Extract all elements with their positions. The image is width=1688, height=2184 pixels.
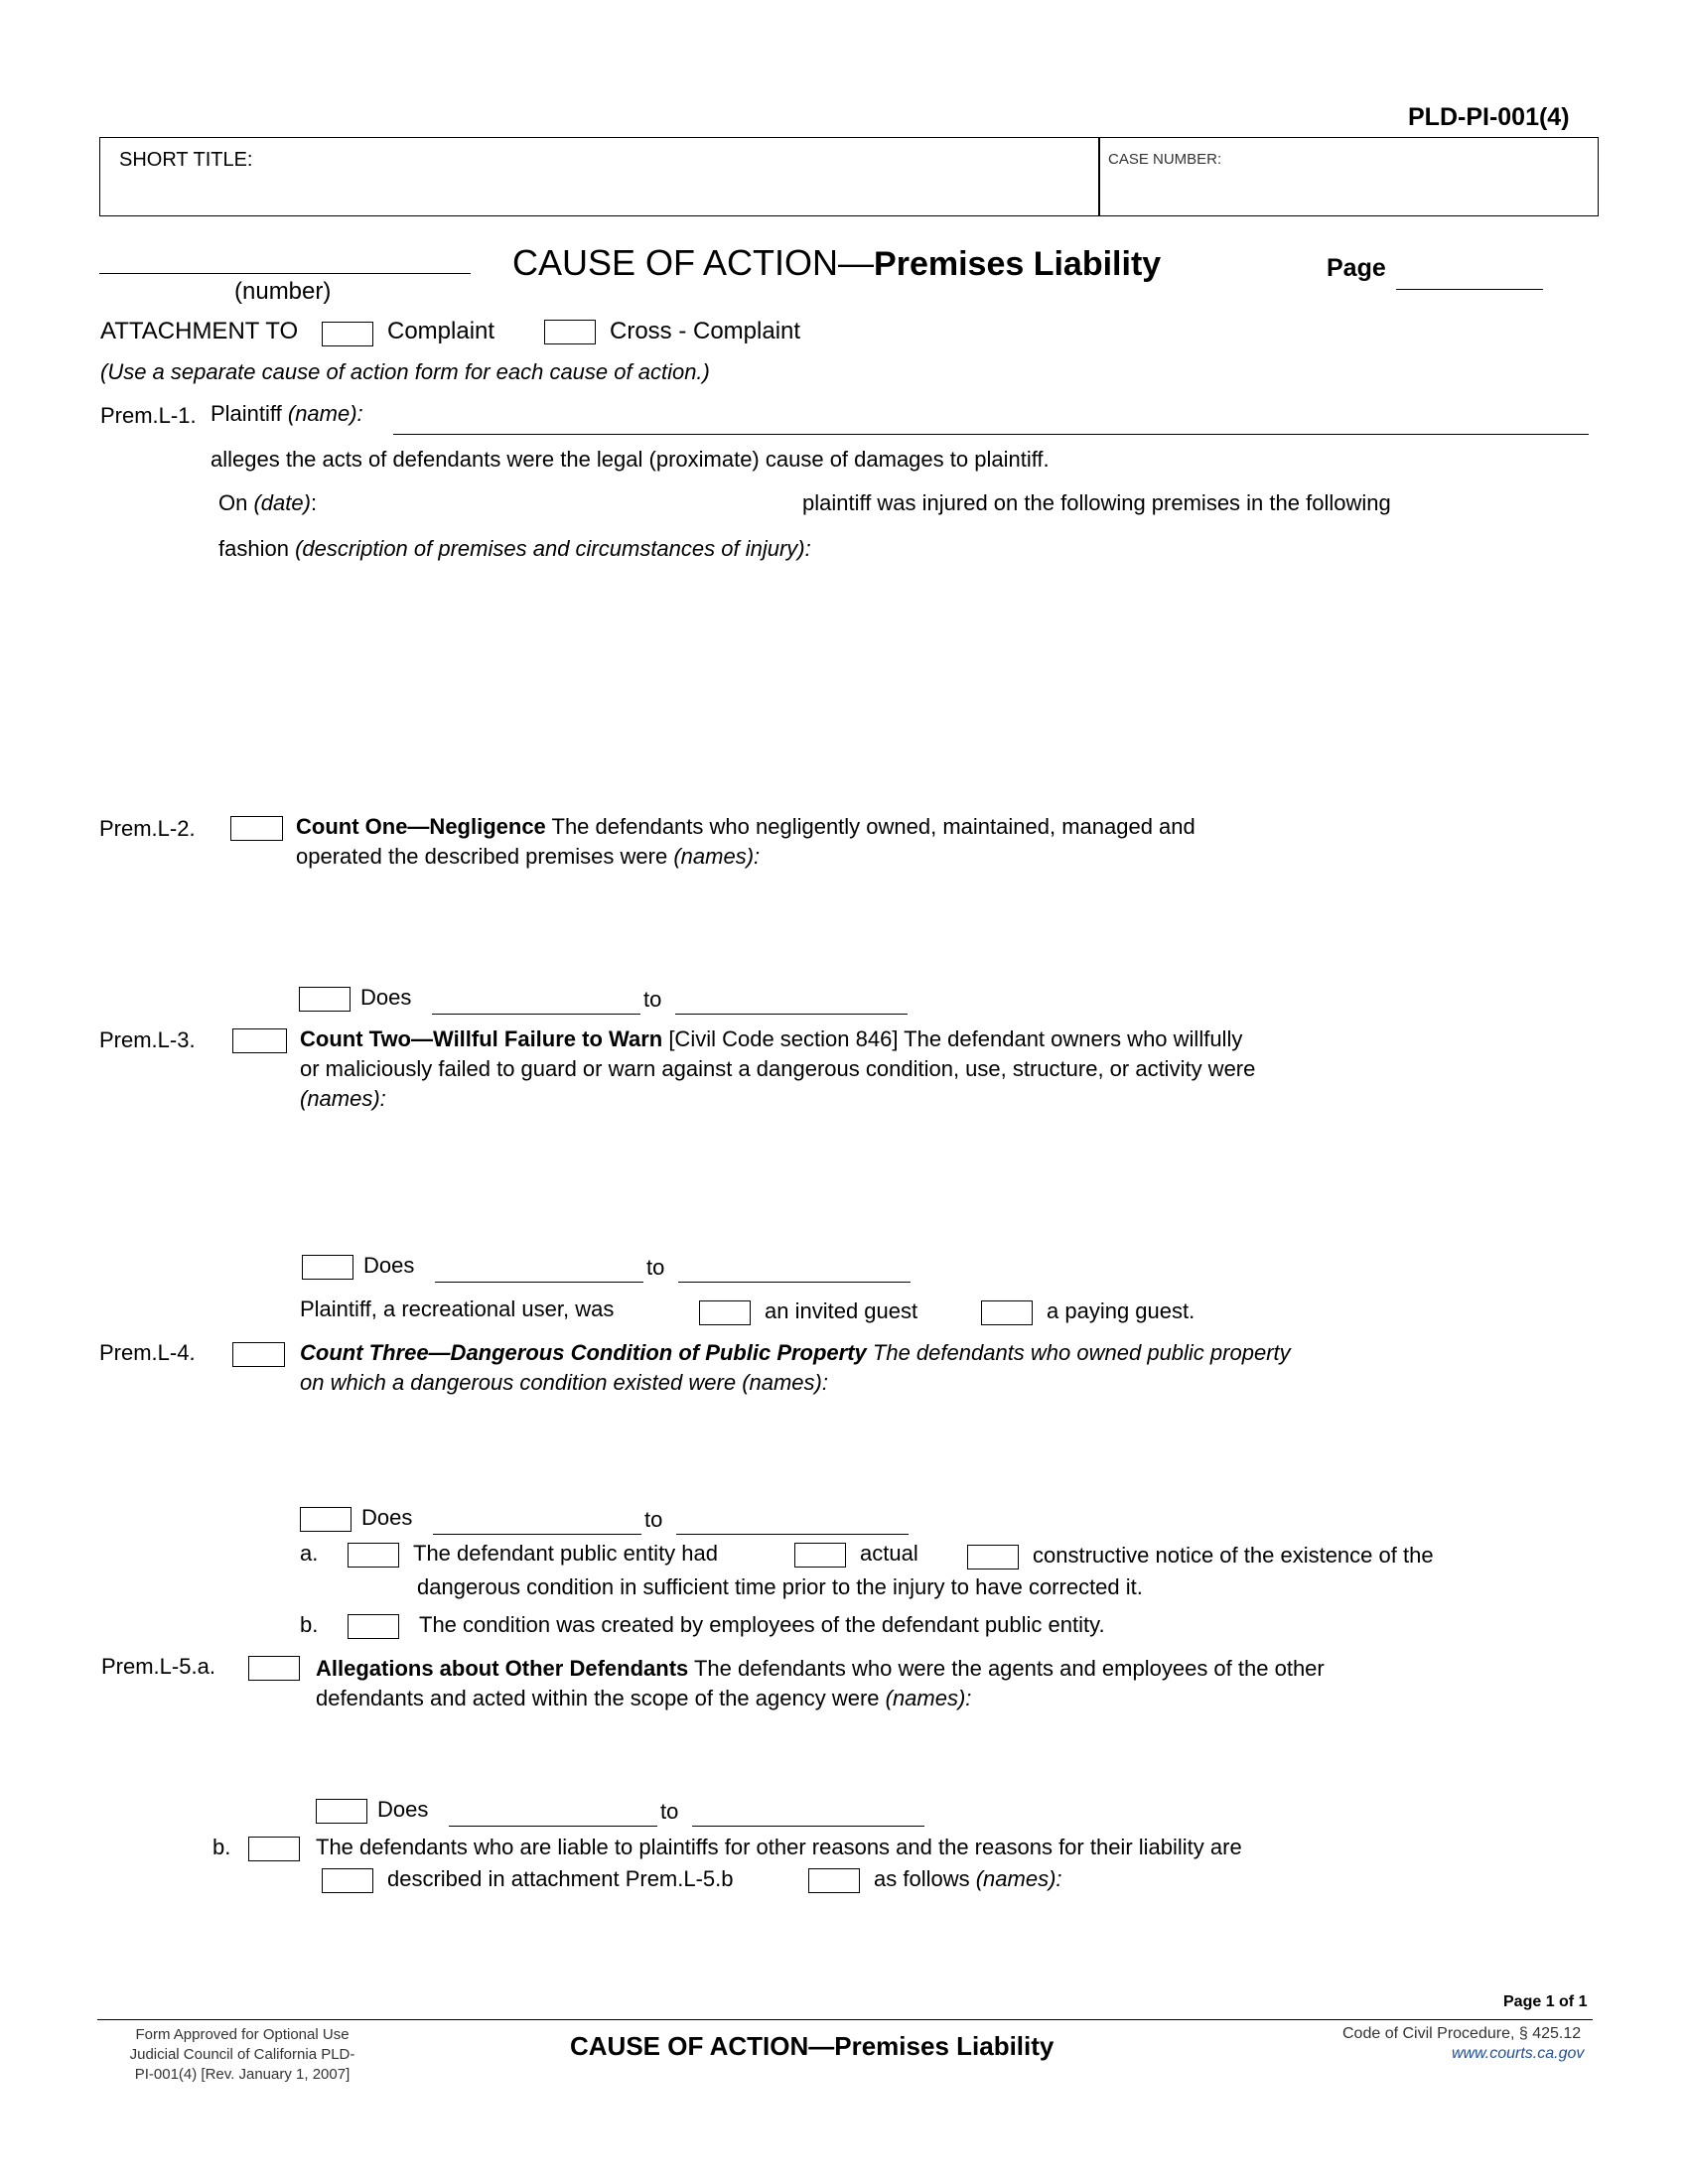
l3-text-line1 [300, 1026, 1242, 1052]
l3-paying-guest-label: a paying guest. [1047, 1298, 1196, 1323]
short-title-label: SHORT TITLE: [119, 149, 253, 171]
l4-a-text1: The defendant public entity had [413, 1541, 719, 1566]
l1-colon: : [310, 490, 318, 515]
l3-count-checkbox[interactable] [232, 1028, 287, 1053]
l5-as-follows-checkbox[interactable] [808, 1868, 860, 1893]
l4-text1: The defendants who owned public property [866, 1340, 1291, 1365]
l1-date-label: (date) [253, 490, 311, 515]
l5-does-from-input[interactable] [449, 1799, 657, 1827]
footer-title: CAUSE OF ACTION—Premises Liability [570, 2031, 1055, 2061]
l1-on-date [218, 490, 317, 516]
l4-to-label: to [644, 1507, 663, 1532]
l1-plaintiff-label: Plaintiff [211, 401, 282, 426]
l3-does-to-input[interactable] [678, 1255, 911, 1283]
l2-text-line1 [296, 814, 1196, 840]
l5-b-text: The defendants who are liable to plaintiffs for other reasons and the reasons for their liability are [316, 1835, 1242, 1859]
case-number-input[interactable] [1108, 177, 1585, 208]
l4-b-text: The condition was created by employees of the defendant public entity. [419, 1612, 1105, 1637]
l3-heading: Count Two—Willful Failure to Warn [300, 1026, 663, 1051]
l2-count-checkbox[interactable] [230, 816, 283, 841]
l5-names-input[interactable] [316, 1717, 1587, 1793]
complaint-checkbox[interactable] [322, 322, 373, 346]
l5-does-checkbox[interactable] [316, 1799, 367, 1824]
l1-alleges: alleges the acts of defendants were the legal (proximate) cause of damages to plaintiff. [211, 447, 1050, 472]
page-title [512, 242, 1161, 284]
l4-names-input[interactable] [300, 1402, 1587, 1501]
l2-does-checkbox[interactable] [299, 987, 351, 1012]
footer-rule [97, 2019, 1593, 2020]
l2-names: (names): [673, 844, 761, 869]
footer-website-link[interactable]: www.courts.ca.gov [1452, 2045, 1585, 2062]
l1-name-label: (name): [287, 401, 363, 426]
l1-plaintiff [211, 401, 363, 427]
l1-fashion [218, 536, 811, 562]
l4-text-line1 [300, 1340, 1291, 1366]
l3-to-label: to [646, 1255, 665, 1280]
number-label: (number) [234, 278, 332, 305]
l4-b-label: b. [300, 1612, 319, 1637]
l3-names: (names): [300, 1086, 386, 1111]
l3-does-label: Does [363, 1253, 415, 1278]
footer-approved-line2: Judicial Council of California PLD- [129, 2046, 355, 2063]
l4-constructive-checkbox[interactable] [967, 1545, 1019, 1570]
l4-text2: on which a dangerous condition existed were [300, 1370, 737, 1395]
case-number-label: CASE NUMBER: [1108, 151, 1222, 168]
cross-complaint-label: Cross - Complaint [610, 318, 801, 344]
short-title-input[interactable] [119, 177, 1082, 208]
l4-names: (names): [742, 1370, 828, 1395]
l3-invited-guest-label: an invited guest [765, 1298, 918, 1323]
l5-described-checkbox[interactable] [322, 1868, 373, 1893]
l4-heading: Count Three—Dangerous Condition of Public Property [300, 1340, 867, 1365]
l4-b-checkbox[interactable] [348, 1614, 399, 1639]
l2-does-label: Does [360, 985, 412, 1010]
page-number-input[interactable] [1396, 260, 1543, 290]
l5-described-label: described in attachment Prem.L-5.b [387, 1866, 734, 1891]
l1-on-label: On [218, 490, 248, 515]
l5-as-names: (names): [975, 1866, 1062, 1891]
l5-a-label: a. [197, 1654, 215, 1679]
cause-number-input[interactable] [99, 244, 471, 274]
l4-text-line2 [300, 1370, 828, 1396]
l4-does-checkbox[interactable] [300, 1507, 352, 1532]
l5-id: Prem.L-5. [101, 1654, 198, 1679]
l2-does-from-input[interactable] [432, 987, 640, 1015]
l5-text-line1 [316, 1656, 1325, 1682]
l1-id: Prem.L-1. [100, 403, 197, 428]
l3-does-checkbox[interactable] [302, 1255, 353, 1280]
l1-date-input[interactable] [338, 486, 794, 518]
l3-text2: or maliciously failed to guard or warn against a dangerous condition, use, structure, or activity were [300, 1056, 1256, 1081]
l4-does-to-input[interactable] [676, 1507, 909, 1535]
l1-desc-label: (description of premises and circumstances of injury): [295, 536, 811, 561]
l2-text1: The defendants who negligently owned, maintained, managed and [545, 814, 1196, 839]
l1-injured-text: plaintiff was injured on the following premises in the following [802, 490, 1391, 515]
footer-approved-line3: PI-001(4) [Rev. January 1, 2007] [134, 2066, 351, 2083]
cross-complaint-checkbox[interactable] [544, 320, 596, 344]
attachment-to-label: ATTACHMENT TO [100, 318, 299, 344]
l2-heading: Count One—Negligence [296, 814, 546, 839]
l4-a-label: a. [300, 1541, 319, 1566]
l5-text1: The defendants who were the agents and employees of the other [688, 1656, 1325, 1681]
l4-actual-checkbox[interactable] [794, 1543, 846, 1568]
l1-plaintiff-name-input[interactable] [393, 405, 1589, 435]
l1-fashion-label: fashion [218, 536, 289, 561]
l4-does-label: Does [361, 1505, 413, 1530]
l2-text2: operated the described premises were [296, 844, 668, 869]
l3-id: Prem.L-3. [99, 1027, 196, 1052]
l2-id: Prem.L-2. [99, 816, 196, 841]
l4-a-checkbox[interactable] [348, 1543, 399, 1568]
l5-as-follows-label [874, 1866, 1062, 1892]
l5-b-label: b. [212, 1835, 231, 1859]
l5-does-to-input[interactable] [692, 1799, 924, 1827]
complaint-label: Complaint [387, 318, 495, 344]
footer-approved-line1: Form Approved for Optional Use [135, 2026, 350, 2043]
l3-does-from-input[interactable] [435, 1255, 643, 1283]
l3-invited-guest-checkbox[interactable] [699, 1300, 751, 1325]
page-title-main: CAUSE OF ACTION— [512, 242, 875, 283]
l3-paying-guest-checkbox[interactable] [981, 1300, 1033, 1325]
l5-text-line2 [316, 1686, 971, 1711]
l4-id: Prem.L-4. [99, 1340, 196, 1365]
page-title-sub: Premises Liability [874, 245, 1162, 283]
form-id: PLD-PI-001(4) [1408, 103, 1570, 131]
l4-a-text2: dangerous condition in sufficient time prior to the injury to have corrected it. [417, 1574, 1143, 1599]
l5-as-follows-text: as follows [874, 1866, 970, 1891]
page-label: Page [1327, 254, 1386, 282]
l3-rec-user: Plaintiff, a recreational user, was [300, 1297, 615, 1321]
l4-actual-label: actual [860, 1541, 918, 1566]
l2-does-to-input[interactable] [675, 987, 908, 1015]
attachment-note: (Use a separate cause of action form for each cause of action.) [100, 359, 710, 384]
l2-names-input[interactable] [296, 878, 1587, 977]
footer-code: Code of Civil Procedure, § 425.12 [1342, 2025, 1582, 2042]
l2-text-line2 [296, 844, 760, 870]
l4-count-checkbox[interactable] [232, 1342, 285, 1367]
l5-text2: defendants and acted within the scope of the agency were [316, 1686, 880, 1710]
l4-constructive-label: constructive notice of the existence of the [1033, 1543, 1434, 1568]
l5-a-checkbox[interactable] [248, 1656, 300, 1681]
l5-does-label: Does [377, 1797, 429, 1822]
l5-to-label: to [660, 1799, 679, 1824]
l1-description-input[interactable] [218, 572, 1589, 790]
l2-to-label: to [643, 987, 662, 1012]
l3-text1: [Civil Code section 846] The defendant owners who willfully [662, 1026, 1243, 1051]
l5-a-id [101, 1654, 215, 1680]
l5-b-checkbox[interactable] [248, 1837, 300, 1861]
footer-approved [107, 2025, 377, 2085]
l5-heading: Allegations about Other Defendants [316, 1656, 689, 1681]
l4-does-from-input[interactable] [433, 1507, 641, 1535]
l3-names-input[interactable] [300, 1118, 1587, 1247]
l5-names: (names): [885, 1686, 972, 1710]
page-of-label: Page 1 of 1 [1503, 1993, 1588, 2010]
